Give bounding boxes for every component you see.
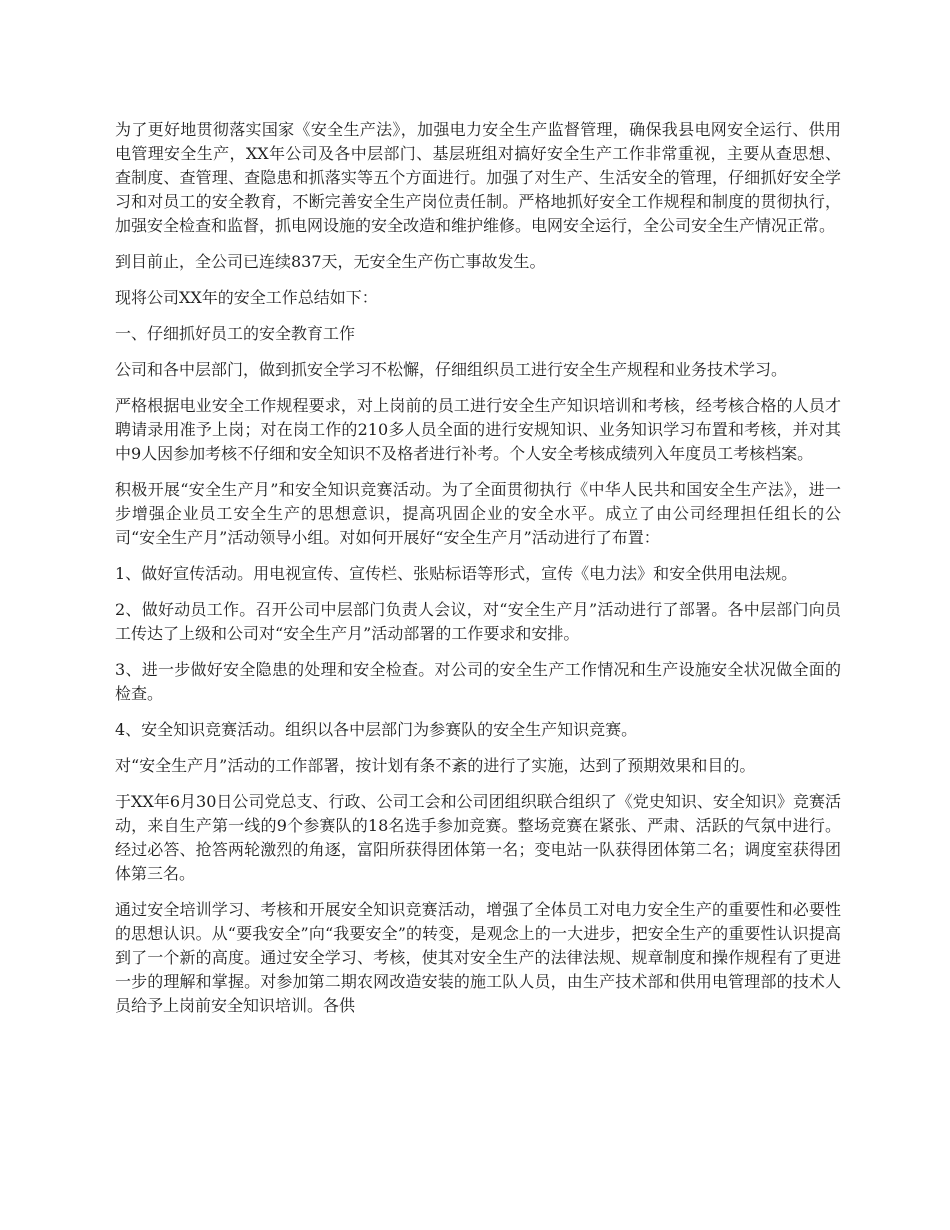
- safety-record-paragraph: 到目前止，全公司已连续837天，无安全生产伤亡事故发生。: [115, 252, 546, 271]
- body-paragraph: 对“安全生产月”活动的工作部署，按计划有条不紊的进行了实施，达到了预期效果和目的。: [115, 756, 756, 775]
- body-paragraph: 严格根据电业安全工作规程要求，对上岗前的员工进行安全生产知识培训和考核，经考核合格的人员才聘请录用准予上岗；对在岗工作的210多人员全面的进行安规知识、业务知识学习布置和考核，并对其中9人因参加考核不仔细和安全知识不及格者进行补考。个人安全考核成绩列入年度员工考核档案。: [115, 396, 841, 463]
- section-heading-1: 一、仔细抓好员工的安全教育工作: [115, 324, 356, 343]
- list-item: 4、安全知识竞赛活动。组织以各中层部门为参赛队的安全生产知识竞赛。: [115, 720, 638, 739]
- intro-paragraph: 为了更好地贯彻落实国家《安全生产法》，加强电力安全生产监督管理，确保我县电网安全运行、供用电管理安全生产，XX年公司及各中层部门、基层班组对搞好安全生产工作非常重视，主要从查思想、查制度、查管理、查隐患和抓落实等五个方面进行。加强了对生产、生活安全的管理，仔细抓好安全学习和对员工的安全教育，不断完善安全生产岗位责任制。严格地抓好安全工作规程和制度的贯彻执行，加强安全检查和监督，抓电网设施的安全改造和维护维修。电网安全运行，全公司安全生产情况正常。: [115, 120, 841, 235]
- document-body: [115, 118, 841, 1030]
- body-paragraph: 于XX年6月30日公司党总支、行政、公司工会和公司团组织联合组织了《党史知识、安全知识》竞赛活动，来自生产第一线的9个参赛队的18名选手参加竞赛。整场竞赛在紧张、严肃、活跃的气氛中进行。经过必答、抢答两轮激烈的角逐，富阳所获得团体第一名；变电站一队获得团体第二名；调度室获得团体第三名。: [115, 792, 841, 883]
- summary-intro-paragraph: 现将公司XX年的安全工作总结如下：: [115, 288, 378, 307]
- body-paragraph: 积极开展“安全生产月”和安全知识竞赛活动。为了全面贯彻执行《中华人民共和国安全生产法》，进一步增强企业员工安全生产的思想意识，提高巩固企业的安全水平。成立了由公司经理担任组长的公司“安全生产月”活动领导小组。对如何开展好“安全生产月”活动进行了布置：: [115, 480, 841, 547]
- body-paragraph: 通过安全培训学习、考核和开展安全知识竞赛活动，增强了全体员工对电力安全生产的重要性和必要性的思想认识。从“要我安全”向“我要安全”的转变，是观念上的一大进步，把安全生产的重要性认识提高到了一个新的高度。通过安全学习、考核，使其对安全生产的法律法规、规章制度和操作规程有了更进一步的理解和掌握。对参加第二期农网改造安装的施工队人员，由生产技术部和供用电管理部的技术人员给予上岗前安全知识培训。各供: [115, 900, 841, 1015]
- list-item: 2、做好动员工作。召开公司中层部门负责人会议，对“安全生产月”活动进行了部署。各中层部门向员工传达了上级和公司对“安全生产月”活动部署的工作要求和安排。: [115, 600, 841, 643]
- list-item: 1、做好宣传活动。用电视宣传、宣传栏、张贴标语等形式，宣传《电力法》和安全供用电法规。: [115, 564, 798, 583]
- list-item: 3、进一步做好安全隐患的处理和安全检查。对公司的安全生产工作情况和生产设施安全状况做全面的检查。: [115, 660, 841, 703]
- body-paragraph: 公司和各中层部门，做到抓安全学习不松懈，仔细组织员工进行安全生产规程和业务技术学习。: [115, 360, 788, 379]
